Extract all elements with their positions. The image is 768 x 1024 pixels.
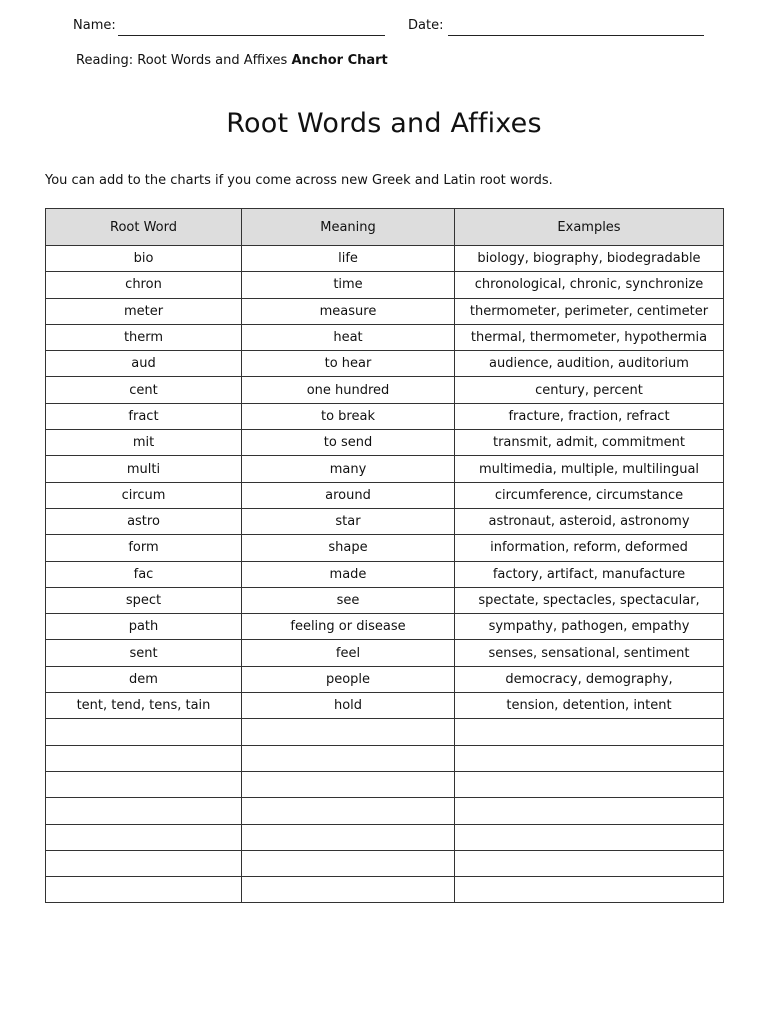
table-row xyxy=(46,403,724,429)
cell-root-word: mit xyxy=(46,430,242,456)
cell-examples[interactable] xyxy=(455,824,724,850)
name-date-header xyxy=(0,16,768,38)
table-row xyxy=(46,614,724,640)
cell-examples: thermal, thermometer, hypothermia xyxy=(455,324,724,350)
header-root-word: Root Word xyxy=(46,209,242,246)
table-row xyxy=(46,430,724,456)
cell-root-word: spect xyxy=(46,587,242,613)
table-row xyxy=(46,850,724,876)
table-row xyxy=(46,482,724,508)
cell-meaning: many xyxy=(242,456,455,482)
cell-examples: multimedia, multiple, multilingual xyxy=(455,456,724,482)
date-label: Date: xyxy=(408,18,444,33)
table-row xyxy=(46,324,724,350)
table-row xyxy=(46,561,724,587)
cell-root-word: path xyxy=(46,614,242,640)
cell-root-word: tent, tend, tens, tain xyxy=(46,693,242,719)
table-row xyxy=(46,351,724,377)
cell-examples: thermometer, perimeter, centimeter xyxy=(455,298,724,324)
cell-meaning: star xyxy=(242,508,455,534)
table-row xyxy=(46,272,724,298)
table-row xyxy=(46,693,724,719)
cell-examples: democracy, demography, xyxy=(455,666,724,692)
table-row xyxy=(46,640,724,666)
cell-root-word: astro xyxy=(46,508,242,534)
cell-root-word: multi xyxy=(46,456,242,482)
cell-meaning: see xyxy=(242,587,455,613)
header-examples: Examples xyxy=(455,209,724,246)
table-row xyxy=(46,771,724,797)
cell-examples: biology, biography, biodegradable xyxy=(455,246,724,272)
intro-text: You can add to the charts if you come across new Greek and Latin root words. xyxy=(45,173,553,188)
table-row xyxy=(46,666,724,692)
table-row xyxy=(46,535,724,561)
cell-root-word[interactable] xyxy=(46,850,242,876)
cell-examples: astronaut, asteroid, astronomy xyxy=(455,508,724,534)
cell-examples: fracture, fraction, refract xyxy=(455,403,724,429)
cell-examples: sympathy, pathogen, empathy xyxy=(455,614,724,640)
cell-examples: factory, artifact, manufacture xyxy=(455,561,724,587)
cell-root-word: bio xyxy=(46,246,242,272)
cell-examples: century, percent xyxy=(455,377,724,403)
cell-root-word[interactable] xyxy=(46,824,242,850)
cell-meaning[interactable] xyxy=(242,745,455,771)
cell-meaning[interactable] xyxy=(242,719,455,745)
cell-meaning[interactable] xyxy=(242,771,455,797)
cell-meaning: hold xyxy=(242,693,455,719)
cell-meaning: to send xyxy=(242,430,455,456)
cell-examples: audience, audition, auditorium xyxy=(455,351,724,377)
cell-meaning[interactable] xyxy=(242,877,455,903)
cell-examples[interactable] xyxy=(455,850,724,876)
cell-examples: spectate, spectacles, spectacular, xyxy=(455,587,724,613)
cell-examples: circumference, circumstance xyxy=(455,482,724,508)
table-header-row xyxy=(46,209,724,246)
cell-examples: information, reform, deformed xyxy=(455,535,724,561)
cell-examples[interactable] xyxy=(455,798,724,824)
date-line[interactable] xyxy=(448,35,704,36)
cell-meaning: to hear xyxy=(242,351,455,377)
cell-meaning: life xyxy=(242,246,455,272)
cell-examples[interactable] xyxy=(455,719,724,745)
cell-examples[interactable] xyxy=(455,745,724,771)
table-row xyxy=(46,587,724,613)
cell-root-word[interactable] xyxy=(46,719,242,745)
table-row xyxy=(46,719,724,745)
cell-root-word[interactable] xyxy=(46,798,242,824)
subtitle-prefix: Reading: Root Words and Affixes xyxy=(76,53,292,68)
cell-meaning: time xyxy=(242,272,455,298)
cell-examples: transmit, admit, commitment xyxy=(455,430,724,456)
cell-root-word: sent xyxy=(46,640,242,666)
worksheet-subtitle xyxy=(76,53,388,68)
cell-root-word[interactable] xyxy=(46,771,242,797)
cell-meaning: shape xyxy=(242,535,455,561)
cell-root-word: chron xyxy=(46,272,242,298)
table-row xyxy=(46,456,724,482)
cell-meaning: feel xyxy=(242,640,455,666)
cell-examples: chronological, chronic, synchronize xyxy=(455,272,724,298)
cell-examples[interactable] xyxy=(455,771,724,797)
page-title: Root Words and Affixes xyxy=(226,108,542,139)
cell-meaning: people xyxy=(242,666,455,692)
cell-meaning: around xyxy=(242,482,455,508)
cell-root-word[interactable] xyxy=(46,877,242,903)
root-words-table xyxy=(45,208,724,903)
name-label: Name: xyxy=(73,18,116,33)
cell-root-word: form xyxy=(46,535,242,561)
cell-meaning: made xyxy=(242,561,455,587)
cell-meaning: one hundred xyxy=(242,377,455,403)
table-row xyxy=(46,246,724,272)
cell-examples: tension, detention, intent xyxy=(455,693,724,719)
cell-root-word: meter xyxy=(46,298,242,324)
table-row xyxy=(46,377,724,403)
cell-examples: senses, sensational, sentiment xyxy=(455,640,724,666)
cell-root-word: dem xyxy=(46,666,242,692)
cell-meaning: measure xyxy=(242,298,455,324)
cell-root-word: circum xyxy=(46,482,242,508)
table-body xyxy=(46,246,724,903)
table-row xyxy=(46,508,724,534)
table-row xyxy=(46,798,724,824)
name-line[interactable] xyxy=(118,35,385,36)
cell-root-word: therm xyxy=(46,324,242,350)
cell-meaning[interactable] xyxy=(242,850,455,876)
cell-meaning: feeling or disease xyxy=(242,614,455,640)
table-row xyxy=(46,298,724,324)
table-row xyxy=(46,745,724,771)
cell-root-word: cent xyxy=(46,377,242,403)
cell-meaning: to break xyxy=(242,403,455,429)
header-meaning: Meaning xyxy=(242,209,455,246)
cell-root-word: fract xyxy=(46,403,242,429)
cell-meaning: heat xyxy=(242,324,455,350)
cell-meaning[interactable] xyxy=(242,798,455,824)
table-row xyxy=(46,824,724,850)
cell-meaning[interactable] xyxy=(242,824,455,850)
cell-root-word: aud xyxy=(46,351,242,377)
cell-root-word: fac xyxy=(46,561,242,587)
cell-examples[interactable] xyxy=(455,877,724,903)
cell-root-word[interactable] xyxy=(46,745,242,771)
table-row xyxy=(46,877,724,903)
subtitle-bold: Anchor Chart xyxy=(291,53,388,68)
